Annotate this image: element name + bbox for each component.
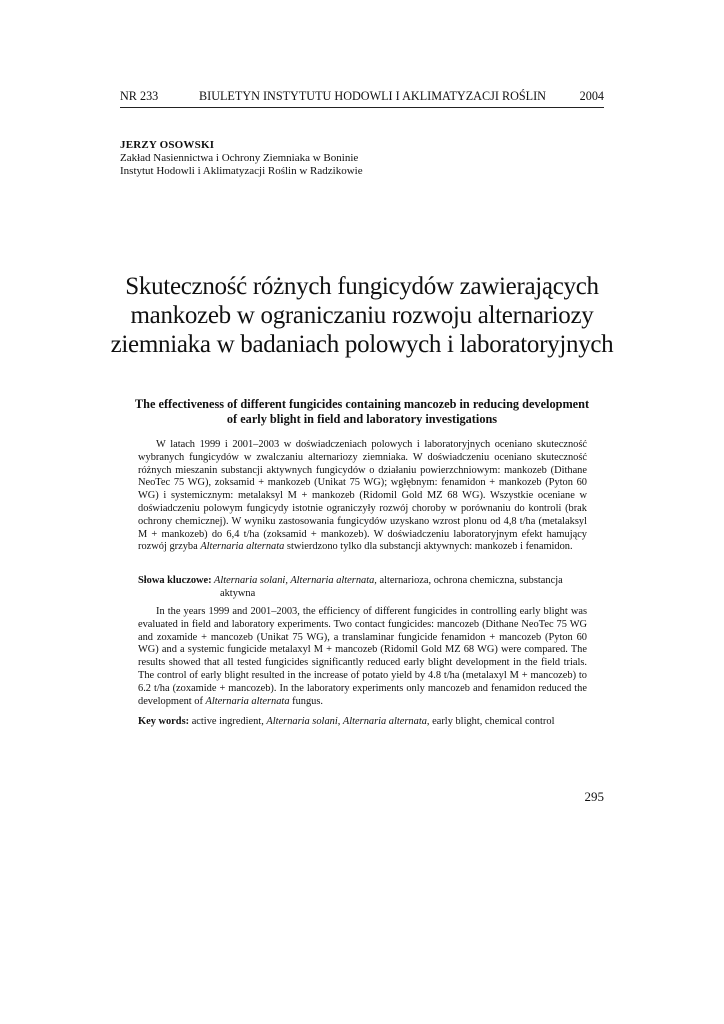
publication-year: 2004 [579,89,604,103]
title-polish: Skuteczność różnych fungicydów zawierających mankozeb w ograniczaniu rozwoju alternariozy ziemniaka w badaniach polowych i laboratoryjnych [110,273,614,358]
author-affiliation-1: Zakład Nasiennictwa i Ochrony Ziemniaka w Boninie [120,152,359,164]
abstract-english-species: Alternaria alternata [205,695,290,707]
keywords-english-species-1: Alternaria solani [266,716,338,727]
keywords-polish-species: Alternaria solani, Alternaria alternata, [211,575,377,586]
abstract-polish [138,439,587,554]
keywords-english-label: Key words: [138,716,190,727]
page-number: 295 [584,789,604,804]
keywords-polish-label: Słowa kluczowe: [138,575,212,586]
keywords-polish-continuation: aktywna [220,587,256,599]
title-english: The effectiveness of different fungicides containing mancozeb in reducing development of early blight in field and laboratory investigations [134,397,590,426]
journal-name: BIULETYN INSTYTUTU HODOWLI I AKLIMATYZACJI ROŚLIN [199,89,546,103]
abstract-english-text-2: fungus. [289,695,324,707]
keywords-english-species-2: Alternaria alternata [342,716,427,727]
keywords-english-text-3: , early blight, chemical control [426,716,555,727]
keywords-english [138,716,587,729]
issue-number: NR 233 [120,89,159,103]
abstract-english [138,606,587,708]
keywords-polish [138,575,587,601]
author-affiliation-2: Instytut Hodowli i Aklimatyzacji Roślin w Radzikowie [120,165,363,177]
abstract-polish-species: Alternaria alternata [200,541,285,553]
abstract-polish-text-2: stwierdzono tylko dla substancji aktywnych: mankozeb i fenamidon. [284,541,573,553]
keywords-english-text-2: , [337,716,343,727]
author-block [120,139,604,178]
keywords-polish-rest: alternarioza, ochrona chemiczna, substancja [376,575,563,586]
author-name: JERZY OSOWSKI [120,139,215,151]
running-head [120,88,604,108]
keywords-english-text-1: active ingredient, [189,716,267,727]
abstract-polish-text-1: W latach 1999 i 2001–2003 w doświadczeniach polowych i laboratoryjnych oceniano skuteczność wybranych fungicydów w zwalczaniu alternariozy ziemniaka. W doświadczeniu oceniano skuteczność różnych mieszanin substancji aktywnych fungicydów o działaniu powierzchniowym: mankozeb (Dithane NeoTec 75 WG), zoksamid + mankozeb (Unikat 75 WG); wgłębnym: fenamidon + mankozeb (Pyton 60 WG) i systemicznym: metalaksyl M + mankozeb (Ridomil Gold MZ 68 WG). Wszystkie oceniane w doświadczeniu polowym fungicydy istotnie ograniczyły rozwój choroby w porównaniu do kontroli (brak ochrony chemicznej). W wyniku zastosowania fungicydów uzyskano wzrost plonu od 4,8 t/ha (metalaksyl M + mankozeb) do 6,4 t/ha (zoksamid + mankozeb). W doświadczeniu laboratoryjnym efekt hamujący rozwój grzyba [138,439,587,553]
abstract-english-text-1: In the years 1999 and 2001–2003, the efficiency of different fungicides in controlling early blight was evaluated in field and laboratory experiments. Two contact fungicides: mancozeb (Dithane NeoTec 75 WG and zoxamide + mancozeb (Unikat 75 WG), a translaminar fungicide fenamidon + mancozeb (Pyton 60 WG) and a systemic fungicide metalaxyl M + mancozeb (Ridomil Gold MZ 68 WG) were compared. The results showed that all tested fungicides significantly reduced early blight development in the field trials. The control of early blight resulted in the increase of potato yield by 4.8 t/ha (metalaxyl M + mancozeb) to 6.2 t/ha (zoxamide + mancozeb). In the laboratory experiments only mancozeb and fenamidon reduced the development of [138,606,587,707]
